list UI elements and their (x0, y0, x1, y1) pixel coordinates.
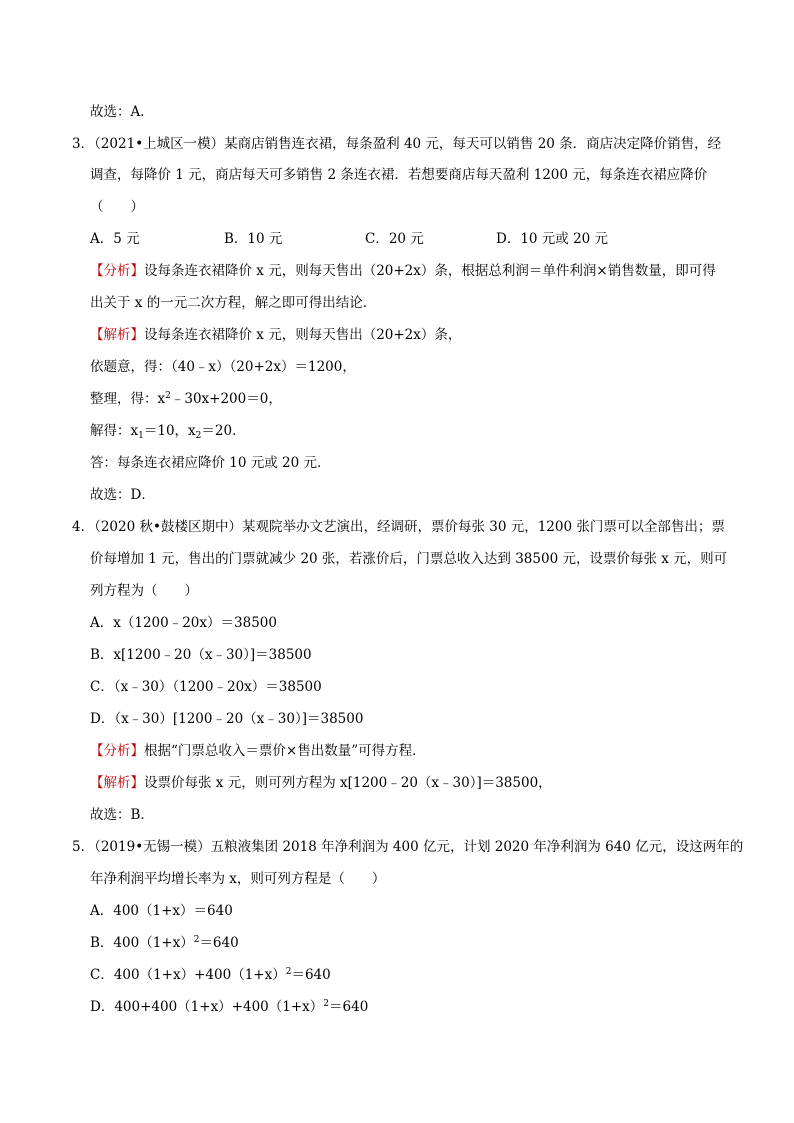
q3-stem-line3: （ ） (90, 199, 144, 215)
prev-answer-line: 故选：A． (90, 104, 154, 120)
q5-option-a: A．400（1+x）＝640 (90, 903, 233, 919)
q5-option-d (90, 999, 368, 1015)
q5-option-b (90, 935, 239, 951)
q4-option-c: C．（x﹣30）（1200﹣20x）＝38500 (90, 679, 322, 695)
q3-solution-line5: 答：每条连衣裙应降价 10 元或 20 元． (90, 455, 331, 471)
solution-tag: 【解析】 (90, 327, 144, 343)
q5-optb-part-b: ＝640 (199, 935, 239, 951)
q5-optd-exponent: 2 (323, 999, 330, 1009)
analysis-tag: 【分析】 (90, 743, 144, 759)
q3-solution-line3 (90, 391, 282, 407)
q4-solution-line (90, 775, 552, 791)
q3-sol4-sub2: 2 (195, 431, 202, 441)
q3-sol4-part-a: 解得：x (90, 423, 139, 439)
q3-stem-line2: 调查，每降价 1 元，商店每天可多销售 2 条连衣裙．若想要商店每天盈利 1200 元，每条连衣裙应降价 (90, 167, 708, 183)
q5-optc-exponent: 2 (285, 967, 292, 977)
q3-sol4-sub1: 1 (138, 431, 144, 441)
q4-option-b: B．x[1200﹣20（x﹣30）]＝38500 (90, 647, 312, 663)
q5-optd-part-a: D．400+400（1+x）+400（1+x） (90, 999, 324, 1015)
q3-analysis-text: 设每条连衣裙降价 x 元，则每天售出（20+2x）条，根据总利润＝单件利润×销售数量，即可得 (144, 263, 716, 279)
q3-answer-line: 故选：D． (90, 487, 155, 503)
q5-optb-part-a: B．400（1+x） (90, 935, 194, 951)
q4-analysis-text: 根据“门票总收入＝票价×售出数量”可得方程． (144, 743, 426, 759)
q3-solution-text: 设每条连衣裙降价 x 元，则每天售出（20+2x）条， (144, 327, 462, 343)
q4-option-d: D．（x﹣30）[1200﹣20（x﹣30）]＝38500 (90, 711, 364, 727)
q4-solution-text: 设票价每张 x 元，则可列方程为 x[1200﹣20（x﹣30）]＝38500， (144, 775, 552, 791)
q3-sol3-part-b: ﹣30x+200＝0， (170, 391, 282, 407)
q3-sol3-exponent: 2 (165, 391, 171, 401)
q3-solution-line2: 依题意，得：（40﹣x）（20+2x）＝1200， (90, 359, 356, 375)
q3-analysis-line1 (90, 263, 716, 279)
q5-stem-line1: 5．（2019•无锡一模）五粮液集团 2018 年净利润为 400 亿元，计划 2020 年净利润为 640 亿元，设这两年的 (72, 839, 744, 855)
q4-analysis-line (90, 743, 426, 759)
q3-option-d: D．10 元或 20 元 (496, 231, 609, 247)
analysis-tag: 【分析】 (90, 263, 144, 279)
q4-option-a: A．x（1200﹣20x）＝38500 (90, 615, 277, 631)
q3-solution-line4 (90, 423, 246, 439)
q3-analysis-line2: 出关于 x 的一元二次方程，解之即可得出结论． (90, 295, 377, 311)
q4-stem-line1: 4．（2020 秋•鼓楼区期中）某观院举办文艺演出，经调研，票价每张 30 元，1200 张门票可以全部售出；票 (72, 519, 725, 535)
q5-optc-part-a: C．400（1+x）+400（1+x） (90, 967, 286, 983)
q4-stem-line3: 列方程为（ ） (90, 583, 198, 599)
q5-optc-part-b: ＝640 (291, 967, 331, 983)
q4-answer-line: 故选：B． (90, 807, 154, 823)
q3-option-a: A．5 元 (90, 231, 140, 247)
q3-sol4-part-c: ＝20． (201, 423, 246, 439)
q3-sol3-part-a: 整理，得：x (90, 391, 166, 407)
q3-solution-line1 (90, 327, 461, 343)
q3-option-c: C．20 元 (365, 231, 424, 247)
q3-sol4-part-b: ＝10，x (143, 423, 196, 439)
q3-stem-line1: 3．（2021•上城区一模）某商店销售连衣裙，每条盈利 40 元，每天可以销售 20 条．商店决定降价销售，经 (72, 136, 722, 152)
q5-stem-line2: 年净利润平均增长率为 x，则可列方程是（ ） (90, 871, 386, 887)
solution-tag: 【解析】 (90, 775, 144, 791)
q5-option-c (90, 967, 331, 983)
q3-option-b: B．10 元 (224, 231, 283, 247)
q4-stem-line2: 价每增加 1 元，售出的门票就减少 20 张，若涨价后，门票总收入达到 38500 元，设票价每张 x 元，则可 (90, 551, 728, 567)
q5-optd-part-b: ＝640 (329, 999, 369, 1015)
q5-optb-exponent: 2 (193, 935, 200, 945)
